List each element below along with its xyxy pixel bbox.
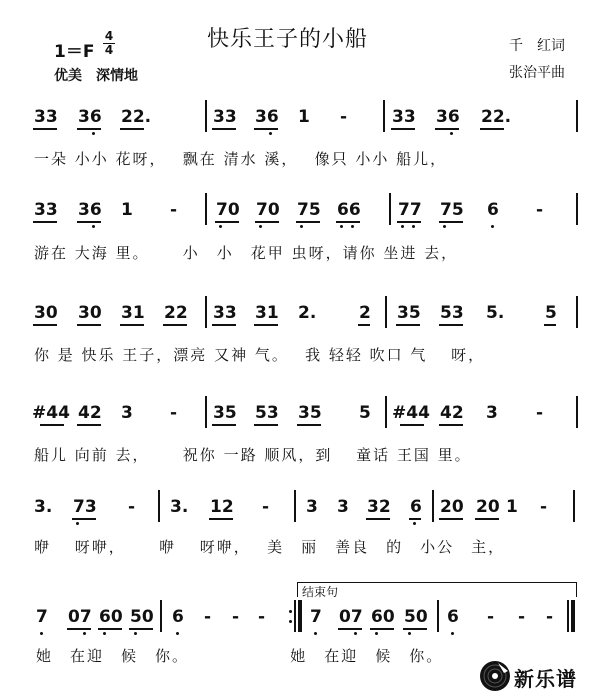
note-group: 32 — [367, 497, 391, 517]
note-group: 35 — [213, 403, 237, 423]
note-group: 60 — [371, 607, 395, 627]
note-group: 53 — [255, 403, 279, 423]
barline — [576, 193, 578, 225]
note-group: 33 — [213, 303, 237, 323]
beam — [435, 128, 459, 130]
low-octave-dot — [450, 132, 453, 135]
note-group: 30 — [78, 303, 102, 323]
beam — [215, 221, 239, 223]
beam — [400, 424, 424, 426]
time-signature-top: 4 — [104, 29, 114, 43]
low-octave-dot — [92, 132, 95, 135]
note-group: #44 — [32, 403, 70, 423]
low-octave-dot — [92, 225, 95, 228]
note-group: 7 — [36, 607, 48, 627]
note-group: 5 — [359, 403, 371, 423]
note-group: 70 — [256, 200, 280, 220]
beam — [212, 424, 236, 426]
beam — [439, 221, 463, 223]
barline — [576, 296, 578, 328]
low-octave-dot — [443, 225, 446, 228]
low-octave-dot — [76, 522, 79, 525]
barline — [205, 193, 207, 225]
beam — [98, 628, 122, 630]
beam — [396, 324, 420, 326]
note-group: - — [128, 497, 136, 517]
note-group: 42 — [78, 403, 102, 423]
note-group: 07 — [339, 607, 363, 627]
note-group: 50 — [404, 607, 428, 627]
note-group: 5. — [486, 303, 505, 323]
barline — [576, 396, 578, 428]
lyric-line: 一朵 小小 花呀， 飘在 清水 溪， 像只 小小 船儿， — [34, 150, 448, 168]
low-octave-dot — [408, 632, 411, 635]
note-group: 36 — [78, 107, 102, 127]
time-signature-bottom: 4 — [104, 43, 114, 57]
beam — [129, 628, 153, 630]
beam — [480, 128, 504, 130]
beam — [391, 128, 415, 130]
note-group: 22. — [481, 107, 512, 127]
repeat-dot — [289, 610, 292, 613]
beam — [212, 128, 236, 130]
beam — [212, 324, 236, 326]
low-octave-dot — [375, 632, 378, 635]
beam — [403, 628, 427, 630]
note-group: 12 — [210, 497, 234, 517]
note-group: - — [262, 497, 270, 517]
note-group: 36 — [436, 107, 460, 127]
note-group: 77 — [398, 200, 422, 220]
beam — [77, 324, 101, 326]
note-group: 42 — [440, 403, 464, 423]
note-group: 60 — [99, 607, 123, 627]
beam — [439, 424, 463, 426]
note-group: 1 — [506, 497, 518, 517]
beam — [120, 128, 144, 130]
note-group: 36 — [255, 107, 279, 127]
note-group: - — [536, 403, 544, 423]
note-group: 3. — [170, 497, 189, 517]
barline — [567, 600, 569, 632]
note-group: 6 — [172, 607, 184, 627]
beam — [209, 518, 233, 520]
note-group: - — [258, 607, 266, 627]
note-group: 75 — [440, 200, 464, 220]
note-group: 73 — [73, 497, 97, 517]
low-octave-dot — [351, 225, 354, 228]
barline — [294, 490, 296, 522]
barline — [160, 600, 162, 632]
note-group: 33 — [34, 107, 58, 127]
low-octave-dot — [314, 632, 317, 635]
low-octave-dot — [354, 632, 357, 635]
beam — [33, 324, 57, 326]
low-octave-dot — [40, 632, 43, 635]
note-group: 53 — [440, 303, 464, 323]
note-group: - — [487, 607, 495, 627]
low-octave-dot — [103, 632, 106, 635]
beam — [397, 221, 421, 223]
barline — [205, 296, 207, 328]
barline — [205, 396, 207, 428]
low-octave-dot — [412, 225, 415, 228]
note-group: 7 — [310, 607, 322, 627]
note-group: - — [540, 497, 548, 517]
beam — [296, 221, 320, 223]
note-group: 22 — [164, 303, 188, 323]
note-group: 75 — [297, 200, 321, 220]
site-logo-text: 新乐谱 — [514, 667, 577, 691]
note-group: 33 — [392, 107, 416, 127]
low-octave-dot — [413, 522, 416, 525]
beam — [77, 128, 101, 130]
repeat-dot — [289, 620, 292, 623]
note-group: 50 — [130, 607, 154, 627]
note-group: 70 — [216, 200, 240, 220]
beam — [336, 221, 360, 223]
note-group: - — [518, 607, 526, 627]
barline — [432, 490, 434, 522]
ending-label: 结束句 — [302, 585, 339, 599]
beam — [439, 518, 463, 520]
barline — [437, 600, 439, 632]
low-octave-dot — [134, 632, 137, 635]
note-group: 66 — [337, 200, 361, 220]
lyricist-credit: 千 红词 — [509, 38, 565, 54]
note-group: 07 — [68, 607, 92, 627]
note-group: 1 — [121, 200, 133, 220]
beam — [33, 221, 57, 223]
note-group: - — [340, 107, 348, 127]
beam — [163, 324, 187, 326]
lyric-line: 咿 呀咿， 咿 呀咿， 美 丽 善良 的 小公 主， — [34, 538, 506, 556]
beam — [77, 221, 101, 223]
ending-bracket — [297, 582, 577, 597]
beam — [409, 518, 421, 520]
note-group: - — [232, 607, 240, 627]
note-group: 31 — [121, 303, 145, 323]
beam — [77, 424, 101, 426]
barline — [385, 296, 387, 328]
beam — [366, 518, 390, 520]
barline — [294, 600, 296, 632]
beam — [544, 324, 556, 326]
low-octave-dot — [269, 132, 272, 135]
low-octave-dot — [491, 225, 494, 228]
note-group: 6 — [447, 607, 459, 627]
lyric-line: 游在 大海 里。 小 小 花甲 虫呀，请你 坐进 去， — [34, 244, 459, 262]
beam — [120, 324, 144, 326]
lyric-line: 船儿 向前 去， 祝你 一路 顺风，到 童话 王国 里。 — [34, 446, 472, 464]
note-group: 33 — [213, 107, 237, 127]
lyric-line: 她 在迎 候 你。 她 在迎 候 你。 — [36, 647, 444, 665]
note-group: 35 — [397, 303, 421, 323]
low-octave-dot — [451, 632, 454, 635]
note-group: 2. — [298, 303, 317, 323]
beam — [254, 324, 278, 326]
note-group: 3. — [34, 497, 53, 517]
barline — [383, 100, 385, 132]
note-group: 3 — [121, 403, 133, 423]
note-group: - — [170, 200, 178, 220]
note-group: 3 — [486, 403, 498, 423]
note-group: 22. — [121, 107, 152, 127]
barline — [389, 193, 391, 225]
beam — [338, 628, 362, 630]
barline — [385, 396, 387, 428]
beam — [255, 221, 279, 223]
beam — [358, 324, 370, 326]
beam — [475, 518, 499, 520]
barline — [573, 490, 575, 522]
beam — [72, 518, 96, 520]
note-group: 2 — [359, 303, 371, 323]
note-group: - — [170, 403, 178, 423]
note-group: - — [546, 607, 554, 627]
tempo-marking: 优美 深情地 — [54, 68, 138, 84]
low-octave-dot — [83, 632, 86, 635]
song-title: 快乐王子的小船 — [207, 27, 369, 52]
note-group: 6 — [487, 200, 499, 220]
note-group: 35 — [298, 403, 322, 423]
lyric-line: 你 是 快乐 王子，漂亮 又神 气。 我 轻轻 吹口 气 呀， — [34, 346, 486, 364]
note-group: 3 — [306, 497, 318, 517]
note-group: 1 — [298, 107, 310, 127]
barline — [158, 490, 160, 522]
beam — [67, 628, 91, 630]
barline — [576, 100, 578, 132]
repeat-barline — [298, 600, 302, 632]
note-group: - — [536, 200, 544, 220]
beam — [40, 424, 64, 426]
beam — [297, 424, 321, 426]
note-group: - — [204, 607, 212, 627]
low-octave-dot — [259, 225, 262, 228]
beam — [439, 324, 463, 326]
low-octave-dot — [219, 225, 222, 228]
beam — [370, 628, 394, 630]
low-octave-dot — [300, 225, 303, 228]
beam — [33, 128, 57, 130]
record-icon — [478, 659, 512, 693]
note-group: 20 — [440, 497, 464, 517]
time-signature — [103, 31, 115, 56]
note-group: 6 — [410, 497, 422, 517]
low-octave-dot — [401, 225, 404, 228]
barline — [205, 100, 207, 132]
beam — [254, 128, 278, 130]
note-group: #44 — [392, 403, 430, 423]
note-group: 20 — [476, 497, 500, 517]
key-signature: 1＝F — [54, 42, 95, 62]
low-octave-dot — [340, 225, 343, 228]
note-group: 30 — [34, 303, 58, 323]
composer-credit: 张治平曲 — [509, 65, 565, 81]
note-group: 33 — [34, 200, 58, 220]
note-group: 3 — [337, 497, 349, 517]
beam — [254, 424, 278, 426]
note-group: 5 — [545, 303, 557, 323]
final-barline — [571, 600, 575, 632]
note-group: 31 — [255, 303, 279, 323]
note-group: 36 — [78, 200, 102, 220]
low-octave-dot — [176, 632, 179, 635]
